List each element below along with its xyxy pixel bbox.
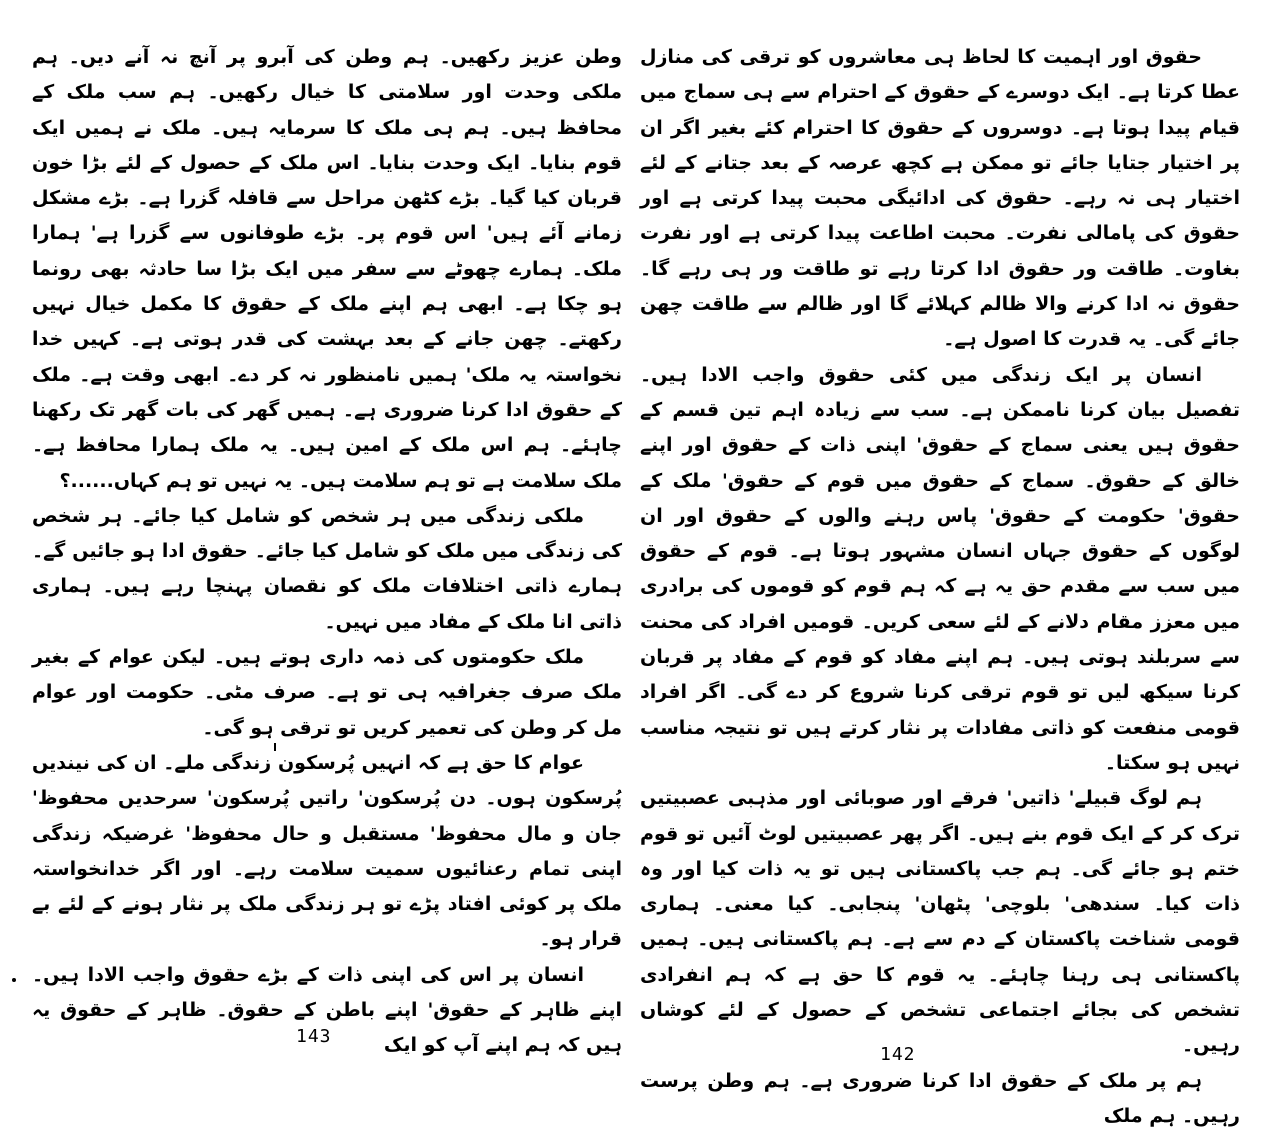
left-page-number: 143 (296, 1026, 332, 1047)
left-paragraph-1: وطن عزیز رکھیں۔ ہم وطن کی آبرو پر آنچ نہ آنے دیں۔ ہم ملکی وحدت اور سلامتی کا خیال رکھیں۔ ہم سب ملک کے محافظ ہیں۔ ہم ہی ملک کا سرمایہ ہیں۔ ملک نے ہمیں ایک قوم بنایا۔ ایک وحدت بنایا۔ اس ملک کے حصول کے لئے بڑا خون قربان کیا گیا۔ بڑے کٹھن مراحل سے قافلہ گزرا ہے۔ بڑے مشکل زمانے آئے ہیں' اس قوم پر۔ بڑے طوفانوں سے گزرا ہے' ہمارا ملک۔ ہمارے چھوٹے سے سفر میں ایک بڑا سا حادثہ بھی رونما ہو چکا ہے۔ ابھی ہم اپنے ملک کے حقوق کا مکمل خیال نہیں رکھتے۔ چھن جانے کے بعد بہشت کی قدر ہوتی ہے۔ کہیں خدا نخواستہ یہ ملک' ہمیں نامنظور نہ کر دے۔ ابھی وقت ہے۔ ملک کے حقوق ادا کرنا ضروری ہے۔ ہمیں گھر کی بات گھر تک رکھنا چاہئے۔ ہم اس ملک کے امین ہیں۔ یہ ملک ہمارا محافظ ہے۔ ملک سلامت ہے تو ہم سلامت ہیں۔ یہ نہیں تو ہم کہاں......؟ (32, 46, 622, 492)
right-page-number: 142 (880, 1044, 916, 1065)
left-paragraph-3: ملک حکومتوں کی ذمہ داری ہوتے ہیں۔ لیکن عوام کے بغیر ملک صرف جغرافیہ ہی تو ہے۔ صرف مٹی۔ حکومت اور عوام مل کر وطن کی تعمیر کریں تو ترقی ہو گی۔ (32, 646, 622, 739)
left-page (32, 40, 622, 1057)
right-paragraph-2: انسان پر ایک زندگی میں کئی حقوق واجب الادا ہیں۔ تفصیل بیان کرنا ناممکن ہے۔ سب سے زیادہ اہم تین قسم کے حقوق ہیں یعنی سماج کے حقوق' اپنی ذات کے حقوق اور اپنے خالق کے حقوق۔ سماج کے حقوق میں قوم کے حقوق' ملک کے حقوق' حکومت کے حقوق' پاس رہنے والوں کے حقوق اور ان لوگوں کے حقوق جہاں انسان مشہور ہوتا ہے۔ قوم کے حقوق میں سب سے مقدم حق یہ ہے کہ ہم قوم کو قوموں کی برادری میں معزز مقام دلانے کے لئے سعی کریں۔ قومیں افراد کی محنت سے سربلند ہوتی ہیں۔ ہم اپنے مفاد کو قوم کے مفاد پر قربان کرنا سیکھ لیں تو قوم ترقی کرنا شروع کر دے گی۔ اگر افراد قومی منفعت کو ذاتی مفادات پر نثار کرتے ہیں تو نتیجہ مناسب نہیں ہو سکتا۔ (640, 363, 1240, 774)
right-paragraph-4: ہم پر ملک کے حقوق ادا کرنا ضروری ہے۔ ہم وطن پرست رہیں۔ ہم ملک (640, 1069, 1240, 1127)
right-paragraph-3: ہم لوگ قبیلے' ذاتیں' فرقے اور صوبائی اور مذہبی عصبیتیں ترک کر کے ایک قوم بنے ہیں۔ اگر پھر عصبیتیں لوٹ آئیں تو قوم ختم ہو جائے گی۔ ہم جب پاکستانی ہیں تو یہ ذات کیا اور وہ ذات کیا۔ سندھی' بلوچی' پٹھان' پنجابی۔ کیا معنی۔ ہماری قومی شناخت پاکستان کے دم سے ہے۔ ہم پاکستانی ہیں۔ ہمیں پاکستانی ہی رہنا چاہئے۔ یہ قوم کا حق ہے کہ ہم انفرادی تشخص کی بجائے اجتماعی تشخص کے حصول کے لئے کوشاں رہیں۔ (640, 787, 1240, 1057)
left-paragraph-5: انسان پر اس کی اپنی ذات کے بڑے حقوق واجب الادا ہیں۔ اپنے ظاہر کے حقوق' اپنے باطن کے حقوق۔ ظاہر کے حقوق یہ ہیں کہ ہم اپنے آپ کو ایک (32, 963, 622, 1057)
scan-speck-mark (10, 976, 18, 984)
scan-speck-mark (272, 742, 278, 752)
left-paragraph-2: ملکی زندگی میں ہر شخص کو شامل کیا جائے۔ ہر شخص کی زندگی میں ملک کو شامل کیا جائے۔ حقوق ادا ہو جائیں گے۔ ہمارے ذاتی اختلافات ملک کو نقصان پہنچا رہے ہیں۔ ہماری ذاتی انا ملک کے مفاد میں نہیں۔ (32, 504, 622, 633)
left-paragraph-4: عوام کا حق ہے کہ انہیں پُرسکون زندگی ملے۔ ان کی نیندیں پُرسکون ہوں۔ دن پُرسکون' راتیں پُرسکون' سرحدیں محفوظ' جان و مال محفوظ' مستقبل و حال محفوظ' غرضیکہ زندگی اپنی تمام رعنائیوں سمیت سلامت رہے۔ اور اگر خدانخواستہ ملک پر کوئی افتاد پڑے تو ہر زندگی ملک پر نثار ہونے کے لئے بے قرار ہو۔ (32, 751, 622, 951)
right-paragraph-1: حقوق اور اہمیت کا لحاظ ہی معاشروں کو ترقی کی منازل عطا کرتا ہے۔ ایک دوسرے کے حقوق کے احترام سے ہی سماج میں قیام پیدا ہوتا ہے۔ دوسروں کے حقوق کا احترام کئے بغیر اگر ان پر اختیار جتایا جائے تو ممکن ہے کچھ عرصہ کے بعد جتانے کے لئے اختیار ہی نہ رہے۔ حقوق کی ادائیگی محبت پیدا کرتی ہے اور حقوق کی پامالی نفرت۔ محبت اطاعت پیدا کرتی ہے اور نفرت بغاوت۔ طاقت ور حقوق ادا کرتا رہے تو طاقت ور ہی رہے گا۔ حقوق نہ ادا کرنے والا ظالم کہلائے گا اور ظالم سے طاقت چھن جائے گی۔ یہ قدرت کا اصول ہے۔ (640, 46, 1240, 351)
